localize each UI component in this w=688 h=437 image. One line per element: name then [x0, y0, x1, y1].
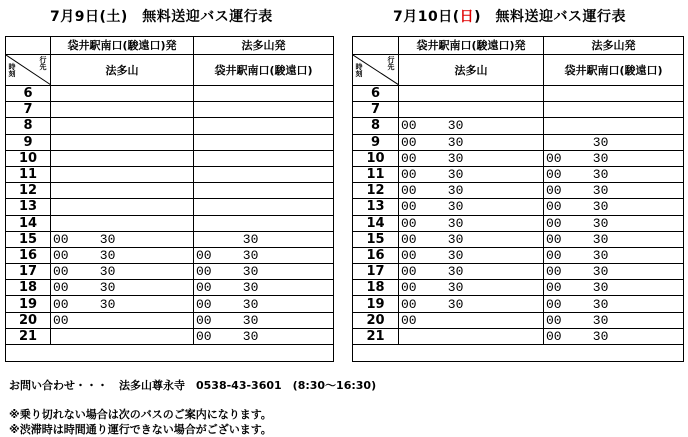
departure-cell-2 [194, 118, 334, 134]
hour-cell: 17 [6, 264, 51, 280]
left-title-date: 7月9日( [50, 9, 107, 25]
hour-cell: 21 [6, 328, 51, 344]
departure-cell-1: 00 30 [399, 264, 544, 280]
table-row [353, 118, 684, 134]
departure-cell-1: 00 30 [51, 247, 194, 263]
departure-cell-2 [194, 150, 334, 166]
table-row [6, 150, 334, 166]
departure-cell-1: 00 [399, 312, 544, 328]
hour-cell: 6 [353, 86, 399, 102]
departure-cell-1 [51, 215, 194, 231]
blank-cell [6, 345, 334, 362]
departure-cell-1: 00 30 [399, 166, 544, 182]
table-row [6, 118, 334, 134]
departure-cell-2: 00 30 [544, 312, 684, 328]
right-timetable [352, 36, 684, 362]
departure-cell-2 [194, 215, 334, 231]
departure-cell-1 [51, 328, 194, 344]
departure-cell-2: 00 30 [544, 328, 684, 344]
left-title-text: ) 無料送迎バス運行表 [120, 9, 273, 25]
departure-cell-1: 00 30 [399, 247, 544, 263]
dest-sub-2: 袋井駅南口(駿遠口) [194, 55, 334, 86]
departure-cell-2: 00 30 [544, 183, 684, 199]
table-row [353, 150, 684, 166]
table-row [353, 166, 684, 182]
table-row [353, 312, 684, 328]
hour-cell: 20 [6, 312, 51, 328]
departure-cell-1 [51, 118, 194, 134]
table-row [6, 296, 334, 312]
hour-cell: 18 [6, 280, 51, 296]
table-row [353, 183, 684, 199]
blank-row [353, 345, 684, 362]
corner-diagonal [353, 55, 399, 86]
departure-cell-1 [51, 183, 194, 199]
table-row [6, 264, 334, 280]
table-row [6, 312, 334, 328]
table-row [6, 86, 334, 102]
hour-cell: 11 [6, 166, 51, 182]
blank-row [6, 345, 334, 362]
hour-cell: 7 [353, 102, 399, 118]
departure-cell-2: 00 30 [544, 150, 684, 166]
departure-cell-2: 00 30 [544, 166, 684, 182]
departure-cell-2: 00 30 [544, 215, 684, 231]
blank-cell [353, 345, 684, 362]
departure-cell-1: 00 30 [399, 296, 544, 312]
departure-cell-2: 00 30 [544, 296, 684, 312]
hour-cell: 11 [353, 166, 399, 182]
hour-cell: 7 [6, 102, 51, 118]
departure-cell-1: 00 30 [399, 150, 544, 166]
corner-bottom-label: 時刻 [8, 63, 16, 78]
departure-cell-2: 00 30 [544, 199, 684, 215]
departure-cell-1 [51, 134, 194, 150]
hour-cell: 8 [353, 118, 399, 134]
hour-cell: 19 [6, 296, 51, 312]
departure-cell-2: 00 30 [544, 247, 684, 263]
departure-cell-1: 00 30 [51, 231, 194, 247]
departure-cell-2 [544, 118, 684, 134]
hour-cell: 19 [353, 296, 399, 312]
departure-cell-2: 30 [194, 231, 334, 247]
note-1: ※乗り切れない場合は次のバスのご案内になります。 [9, 408, 272, 421]
hour-cell: 12 [6, 183, 51, 199]
hour-cell: 14 [353, 215, 399, 231]
table-row [6, 134, 334, 150]
corner-bottom-label: 時刻 [355, 63, 363, 78]
right-title-text: ) 無料送迎バス運行表 [474, 9, 627, 25]
hour-cell: 16 [6, 247, 51, 263]
corner-diagonal [6, 55, 51, 86]
departure-cell-1 [399, 328, 544, 344]
departure-cell-1: 00 30 [399, 183, 544, 199]
departure-cell-2: 00 30 [194, 312, 334, 328]
table-row [6, 247, 334, 263]
hour-cell: 15 [353, 231, 399, 247]
departure-cell-1 [51, 199, 194, 215]
departure-cell-1: 00 30 [399, 118, 544, 134]
table-row [6, 183, 334, 199]
hour-cell: 15 [6, 231, 51, 247]
table-row [6, 231, 334, 247]
corner-blank [6, 37, 51, 55]
departure-cell-2 [194, 102, 334, 118]
departure-cell-2: 00 30 [194, 296, 334, 312]
right-title [393, 6, 626, 26]
table-row [353, 247, 684, 263]
table-row [353, 199, 684, 215]
corner-top-label: 行先 [387, 56, 395, 71]
departure-cell-2 [194, 86, 334, 102]
hour-cell: 16 [353, 247, 399, 263]
departure-cell-2 [194, 183, 334, 199]
hour-cell: 8 [6, 118, 51, 134]
departure-cell-2: 30 [544, 134, 684, 150]
table-row [6, 199, 334, 215]
hour-cell: 12 [353, 183, 399, 199]
right-title-day: 日 [459, 9, 475, 25]
dest-sub-1: 法多山 [399, 55, 544, 86]
right-title-date: 7月10日( [393, 9, 460, 25]
table-row [353, 134, 684, 150]
departure-cell-2: 00 30 [544, 231, 684, 247]
departure-cell-1: 00 30 [51, 280, 194, 296]
departure-cell-1 [399, 86, 544, 102]
departure-cell-2 [194, 134, 334, 150]
departure-cell-1: 00 30 [399, 280, 544, 296]
hour-cell: 20 [353, 312, 399, 328]
hour-cell: 9 [353, 134, 399, 150]
hour-cell: 17 [353, 264, 399, 280]
departure-cell-1 [51, 166, 194, 182]
departure-cell-1: 00 30 [399, 134, 544, 150]
table-row [353, 328, 684, 344]
dest-header-1: 袋井駅南口(駿遠口)発 [51, 37, 194, 55]
dest-header-2: 法多山発 [194, 37, 334, 55]
departure-cell-2: 00 30 [194, 280, 334, 296]
table-row [6, 280, 334, 296]
left-timetable [5, 36, 334, 362]
departure-cell-2 [544, 102, 684, 118]
hour-cell: 14 [6, 215, 51, 231]
left-title [50, 6, 273, 26]
departure-cell-1: 00 30 [399, 231, 544, 247]
departure-cell-1 [51, 102, 194, 118]
hour-cell: 13 [353, 199, 399, 215]
hour-cell: 10 [353, 150, 399, 166]
departure-cell-2 [194, 166, 334, 182]
departure-cell-1 [399, 102, 544, 118]
dest-sub-1: 法多山 [51, 55, 194, 86]
departure-cell-2: 00 30 [544, 264, 684, 280]
departure-cell-2: 00 30 [194, 328, 334, 344]
departure-cell-2 [544, 86, 684, 102]
hour-cell: 6 [6, 86, 51, 102]
table-row [6, 166, 334, 182]
departure-cell-1: 00 30 [51, 296, 194, 312]
left-title-day: 土 [106, 9, 121, 25]
table-row [353, 280, 684, 296]
departure-cell-1 [51, 86, 194, 102]
table-row [6, 102, 334, 118]
note-2: ※渋滞時は時間通り運行できない場合がございます。 [9, 423, 272, 436]
dest-header-2: 法多山発 [544, 37, 684, 55]
departure-cell-1: 00 30 [399, 199, 544, 215]
table-row [353, 264, 684, 280]
departure-cell-2: 00 30 [194, 247, 334, 263]
corner-blank [353, 37, 399, 55]
hour-cell: 9 [6, 134, 51, 150]
table-row [353, 231, 684, 247]
departure-cell-2: 00 30 [194, 264, 334, 280]
contact-line: お問い合わせ・・・ 法多山尊永寺 0538-43-3601 (8:30〜16:30) [9, 379, 377, 392]
corner-top-label: 行先 [39, 56, 47, 71]
departure-cell-2: 00 30 [544, 280, 684, 296]
hour-cell: 18 [353, 280, 399, 296]
departure-cell-1: 00 30 [51, 264, 194, 280]
hour-cell: 21 [353, 328, 399, 344]
table-row [353, 102, 684, 118]
departure-cell-1: 00 [51, 312, 194, 328]
departure-cell-1: 00 30 [399, 215, 544, 231]
table-row [6, 328, 334, 344]
departure-cell-2 [194, 199, 334, 215]
departure-cell-1 [51, 150, 194, 166]
table-row [6, 215, 334, 231]
table-row [353, 296, 684, 312]
hour-cell: 10 [6, 150, 51, 166]
table-row [353, 86, 684, 102]
table-row [353, 215, 684, 231]
hour-cell: 13 [6, 199, 51, 215]
dest-sub-2: 袋井駅南口(駿遠口) [544, 55, 684, 86]
dest-header-1: 袋井駅南口(駿遠口)発 [399, 37, 544, 55]
